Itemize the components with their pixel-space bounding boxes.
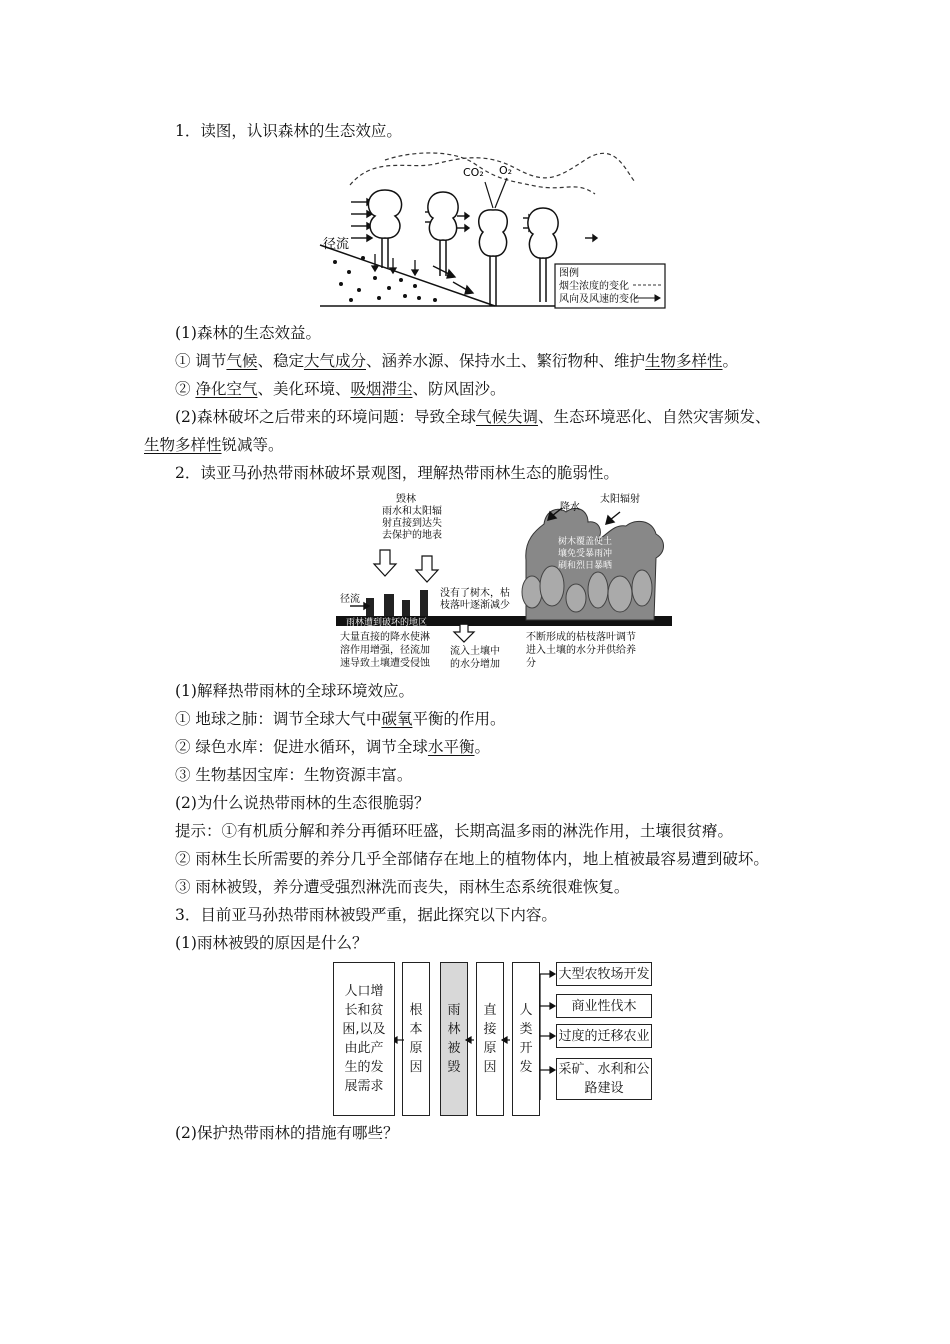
flow-connectors (394, 960, 560, 1120)
s2-q2: (2)为什么说热带雨林的生态很脆弱？ (175, 794, 430, 812)
forest-eco-figure (315, 150, 670, 312)
flow-item-mining: 采矿、水利和公路建设 (556, 1058, 652, 1100)
leach-l3: 速导致土壤遭受侵蚀 (340, 658, 430, 669)
co2-label: CO₂ (463, 166, 484, 179)
section2-heading: 2．读亚马孙热带雨林破坏景观图，理解热带雨林生态的脆弱性。 (175, 464, 619, 482)
destroyed-l2: 雨水和太阳辐 (382, 506, 442, 517)
runoff-label: 径流 (323, 237, 350, 252)
human-dev-box: 人 类 开 发 (512, 962, 540, 1116)
litter-l1: 不断形成的枯枝落叶调节 (526, 632, 636, 643)
leach-l2: 溶作用增强，径流加 (340, 645, 430, 656)
s2-hint2: ② 雨林生长所需要的养分几乎全部储存在地上的植物体内，地上植被最容易遭到破坏。 (175, 850, 769, 868)
runoff2-label: 径流 (340, 594, 360, 605)
notrees-l1: 没有了树木，枯 (440, 588, 510, 599)
flow-item-farm: 大型农牧场开发 (556, 962, 652, 986)
s2-line1: ① 地球之肺：调节全球大气中碳氧平衡的作用。 (175, 710, 506, 728)
s1-q2: (2)森林破坏之后带来的环境问题：导致全球气候失调、生态环境恶化、自然灾害频发、 (175, 408, 771, 426)
o2-label: O₂ (499, 164, 513, 177)
root-reason-box: 根 本 原 因 (402, 962, 430, 1116)
flow-item-logging: 商业性伐木 (556, 994, 652, 1018)
section1-heading: 1．读图，认识森林的生态效应。 (175, 122, 402, 140)
s3-q1: (1)雨林被毁的原因是什么？ (175, 934, 368, 952)
s3-q2: (2)保护热带雨林的措施有哪些？ (175, 1124, 399, 1142)
cover-l1: 树木覆盖使土 (558, 537, 613, 547)
section3-heading: 3．目前亚马孙热带雨林被毁严重，据此探究以下内容。 (175, 906, 557, 924)
legend-wind: 风向及风速的变化 (559, 294, 639, 305)
sun-label: 太阳辐射 (600, 494, 640, 505)
s1-line2: ② 净化空气、美化环境、吸烟滞尘、防风固沙。 (175, 380, 506, 398)
litter-l3: 分 (526, 658, 536, 669)
s2-line2: ② 绿色水库：促进水循环，调节全球水平衡。 (175, 738, 490, 756)
notrees-l2: 枝落叶逐渐减少 (440, 600, 510, 611)
soilwater-l2: 的水分增加 (450, 659, 500, 670)
legend-title: 图例 (559, 268, 579, 279)
rain-label: 降水 (560, 502, 580, 513)
destroyed-box: 雨 林 被 毁 (440, 962, 468, 1116)
s2-line3: ③ 生物基因宝库：生物资源丰富。 (175, 766, 413, 784)
cover-l3: 刷和烈日暴晒 (558, 561, 613, 571)
s1-q2-cont: 生物多样性锐减等。 (144, 436, 284, 454)
s2-q1: (1)解释热带雨林的全球环境效应。 (175, 682, 414, 700)
s2-hint1: 提示：①有机质分解和养分再循环旺盛，长期高温多雨的淋洗作用，土壤很贫瘠。 (175, 822, 734, 840)
leach-l1: 大量直接的降水使淋 (340, 632, 430, 643)
destroyed-l3: 射直接到达失 (382, 518, 442, 529)
s1-line1: ① 调节气候、稳定大气成分、涵养水源、保持水土、繁衍物种、维护生物多样性。 (175, 352, 739, 370)
s1-q1: (1)森林的生态效益。 (175, 324, 321, 342)
ground-label: 雨林遭到破坏的地区 (346, 618, 428, 628)
litter-l2: 进入土壤的水分并供给养 (526, 645, 636, 656)
direct-reason-box: 直 接 原 因 (476, 962, 504, 1116)
root-cause-box: 人口增 长和贫 困,以及 由此产 生的发 展需求 (333, 962, 395, 1116)
soilwater-l1: 流入土壤中 (450, 646, 500, 657)
flow-item-agriculture: 过度的迁移农业 (556, 1024, 652, 1048)
rainforest-figure (336, 490, 672, 672)
legend-dust: 烟尘浓度的变化 (559, 281, 629, 292)
cover-l2: 壤免受暴雨冲 (558, 549, 613, 559)
s2-hint3: ③ 雨林被毁，养分遭受强烈淋洗而丧失，雨林生态系统很难恢复。 (175, 878, 630, 896)
destroyed-l4: 去保护的地表 (382, 530, 442, 541)
destroyed-l1: 毁林 (396, 494, 416, 505)
